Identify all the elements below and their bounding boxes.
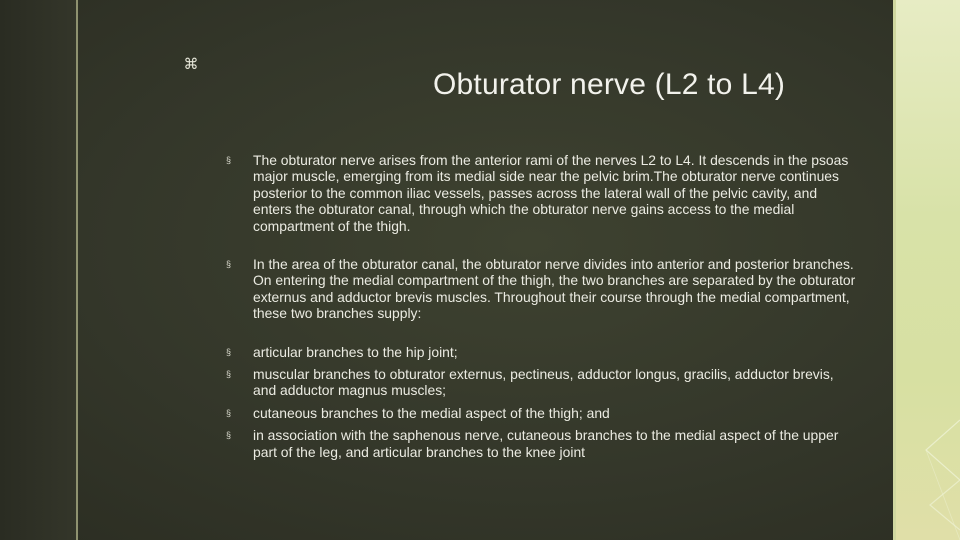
list-item <box>226 152 858 234</box>
command-key-icon: ⌘ <box>183 56 199 73</box>
left-divider-line <box>76 0 78 540</box>
bullet-icon: § <box>226 407 232 418</box>
bullet-list <box>226 152 858 460</box>
decorative-chevron-lines <box>896 380 960 540</box>
list-item-text: The obturator nerve arises from the anterior rami of the nerves L2 to L4. It descends in the psoas major muscle, emerging from its medial side near the pelvic brim.The obturator nerve continues posterior to the common iliac vessels, passes across the lateral wall of the pelvic cavity, and enters the obturator canal, through which the obturator nerve gains access to the medial compartment of the thigh. <box>253 152 849 234</box>
list-item <box>226 366 858 399</box>
bullet-icon: § <box>226 155 232 165</box>
bullet-icon: § <box>226 259 232 270</box>
list-item-text: In the area of the obturator canal, the obturator nerve divides into anterior and posterior branches. On entering the medial compartment of the thigh, the two branches are separated by the obturator externus and adductor brevis muscles. Throughout their course through the medial compartment, these two branches supply: <box>253 256 856 322</box>
bullet-icon: § <box>226 369 232 380</box>
list-item-text: in association with the saphenous nerve, cutaneous branches to the medial aspect of the upper part of the leg, and articular branches to the knee joint <box>253 427 839 460</box>
list-item <box>226 427 858 460</box>
slide-title: Obturator nerve (L2 to L4) <box>433 68 786 101</box>
bullet-icon: § <box>226 346 232 357</box>
list-item-text: articular branches to the hip joint; <box>253 343 458 360</box>
list-item-text: cutaneous branches to the medial aspect of the thigh; and <box>253 404 610 421</box>
list-item <box>226 344 858 360</box>
list-item-text: muscular branches to obturator externus, pectineus, adductor longus, gracilis, adductor brevis, and adductor magnus muscles; <box>253 366 834 399</box>
bullet-icon: § <box>226 430 232 441</box>
list-item <box>226 405 858 421</box>
left-band <box>0 0 78 540</box>
list-item <box>226 256 858 322</box>
